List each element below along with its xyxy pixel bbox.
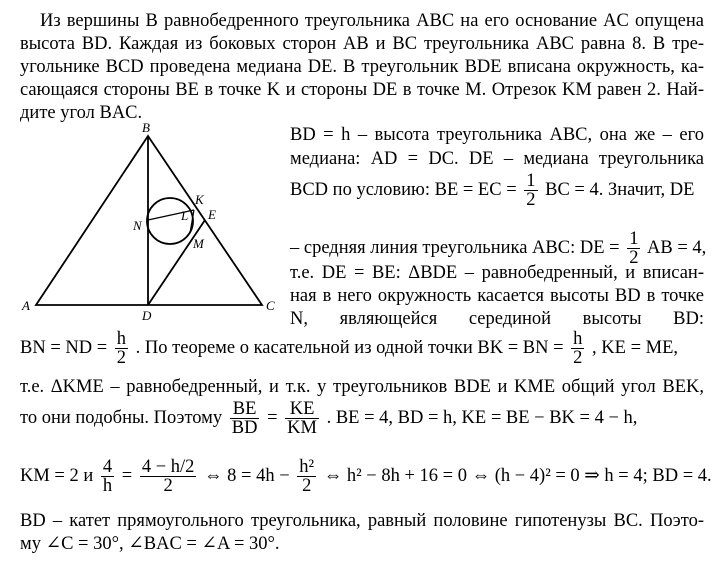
- label-e: E: [208, 207, 216, 222]
- formula-line-1: BN = ND = $\frac{h}{2}$ . По теореме о касательной из одной точки BK = BN = $\frac{h}{2}$ , KE = ME,: [20, 329, 679, 368]
- fraction-be-bd: $\frac{BE}{BD}$: [231, 399, 258, 438]
- fraction-h-sq-over-2: $\frac{\text{h²}}{2}$: [299, 457, 315, 496]
- fraction-h-over-2-b: $\frac{h}{2}$: [573, 329, 583, 368]
- label-c: C: [266, 298, 275, 313]
- median-de: [148, 220, 205, 305]
- fraction-one-half-2: $\frac{1}{2}$: [629, 229, 639, 268]
- problem-line-4: сающаяся стороны BE в точке K и стороны DE в точке M. Отрезок KM равен 2. Най-: [20, 80, 704, 100]
- solution-line-5: т.е. DE = BE: ΔBDE – равнобедренный, и вписан-: [290, 263, 704, 283]
- solution-line-3: BCD по условию: BE = EC = $\frac{1}{2}$ BC = 4. Значит, DE: [290, 171, 695, 210]
- problem-line-5: дите угол BAC.: [20, 103, 143, 123]
- label-b: B: [142, 120, 150, 135]
- fraction-4-over-h: $\frac{4}{h}$: [102, 457, 113, 496]
- formula-line-5: BD – катет прямоугольного треугольника, равный половине гипотенузы BC. Поэто-: [20, 511, 704, 531]
- formula-line-2: т.е. ΔKME – равнобедренный, и т.к. у треугольников BDE и KME общий угол BEK,: [20, 377, 704, 397]
- fraction-nested: $\frac{4 - h/2}{2}$: [141, 457, 195, 496]
- formula-line-3: то они подобны. Поэтому $\frac{BE}{BD}$ = $\frac{KE}{KM}$ . BE = 4, BD = h, KE = BE − BK = 4 − h,: [20, 399, 638, 438]
- fraction-ke-km: $\frac{KE}{KM}$: [287, 399, 317, 438]
- label-a: A: [22, 298, 30, 313]
- problem-line-3: угольнике BCD проведена медиана DE. В треугольник BDE вписана окружность, ка-: [20, 57, 704, 77]
- solution-line-7: N, являющейся серединой высоты BD:: [290, 309, 704, 329]
- formula-line-4: KM = 2 и $\frac{4}{h}$ = $\frac{4 - h/2}{2}$ ⇔ 8 = 4h − $\frac{\text{h²}}{2}$ ⇔ h² − 8h + 16 = 0 ⇔ (h − 4)² = 0 ⇒ h = 4; BD = 4.: [20, 457, 712, 496]
- solution-line-1: BD = h – высота треугольника ABC, она же – его: [290, 125, 704, 145]
- label-k: K: [195, 192, 204, 207]
- label-m: M: [193, 236, 204, 251]
- problem-line-2: высота BD. Каждая из боковых сторон AB и BC треугольника ABC равна 8. В тре-: [20, 34, 704, 54]
- solution-line-4: – средняя линия треугольника ABC: DE = $\frac{1}{2}$ AB = 4,: [290, 229, 707, 268]
- label-l: L: [181, 208, 189, 223]
- solution-line-2: медиана: AD = DC. DE – медиана треугольника: [290, 149, 704, 169]
- problem-line-1: Из вершины B равнобедренного треугольника ABC на его основание AC опущена: [40, 11, 704, 31]
- triangle-abc: [36, 136, 262, 305]
- label-d: D: [142, 308, 152, 323]
- fraction-one-half: $\frac{1}{2}$: [526, 171, 536, 210]
- formula-line-6: му ∠C = 30°, ∠BAC = ∠A = 30°.: [20, 534, 280, 554]
- label-n: N: [133, 218, 142, 233]
- solution-line-6: ная в него окружность касается высоты BD в точке: [290, 286, 704, 306]
- triangle-figure: [18, 120, 308, 330]
- fraction-h-over-2: $\frac{h}{2}$: [116, 329, 127, 368]
